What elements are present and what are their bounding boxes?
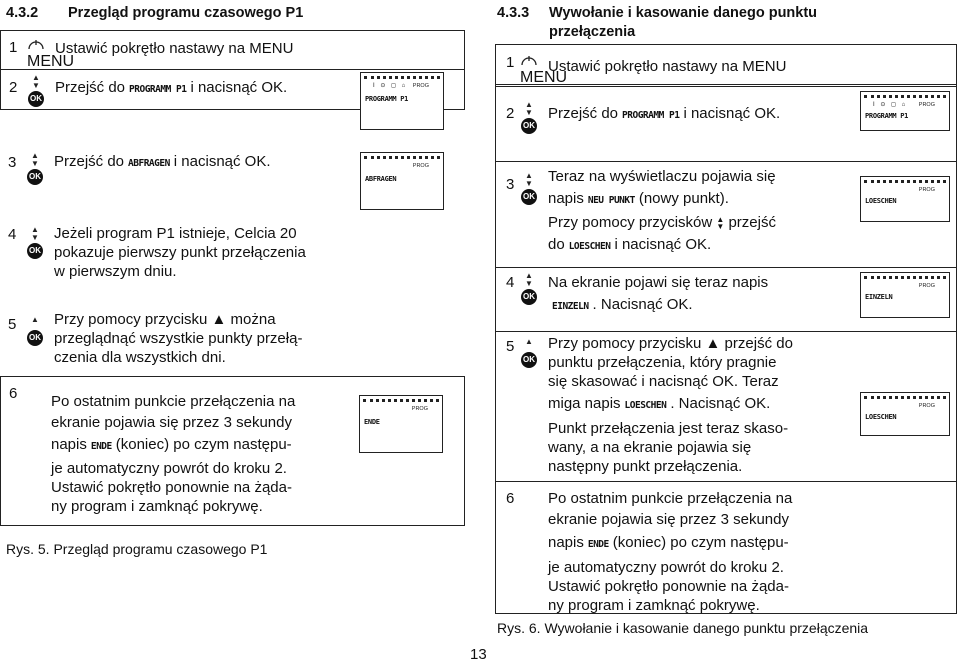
display-prog-label: PROG — [918, 187, 935, 193]
display-word: LOESCHEN — [865, 197, 897, 205]
step-text — [51, 391, 295, 516]
left-heading-title: Przegląd programu czasowego P1 — [68, 5, 304, 21]
step-number: 4 — [506, 274, 515, 291]
step-number: 3 — [8, 154, 17, 171]
display-tag: LOESCHEN — [624, 400, 667, 411]
up-down-arrows-icon: ▲ ▼ — [32, 73, 40, 90]
lcd-display-loeschen-blink — [860, 392, 950, 436]
step-number: 4 — [8, 226, 17, 243]
lcd-display-programm — [860, 91, 950, 131]
display-prog-label: PROG — [412, 83, 429, 89]
ok-button-icon: OK — [27, 243, 43, 259]
left-step-1 — [1, 31, 464, 69]
step-line: Przy pomocy przycisku ▲ można — [54, 311, 276, 328]
text-pre: do — [548, 236, 565, 253]
right-heading-title: przełączenia — [549, 24, 636, 40]
step-line: ekranie pojawia się przez 3 sekundy — [548, 511, 789, 528]
step-text — [548, 104, 780, 125]
ok-button-icon: OK — [521, 118, 537, 134]
up-ok-control — [26, 316, 44, 346]
ok-button-icon: OK — [27, 169, 43, 185]
step-number: 2 — [9, 79, 18, 96]
step-line: w pierwszym dniu. — [54, 263, 177, 280]
text-post: i nacisnąć OK. — [614, 236, 712, 253]
text-post: (koniec) po czym następu- — [115, 436, 292, 453]
display-prog-label: PROG — [412, 163, 429, 169]
text-post: i nacisnąć OK. — [683, 105, 781, 122]
text-pre: napis — [548, 190, 584, 207]
right-step-6 — [496, 481, 956, 613]
right-step-2 — [496, 86, 956, 138]
knob-label: MENU — [27, 53, 75, 70]
right-step-1 — [496, 45, 956, 85]
step-number: 5 — [8, 316, 17, 333]
up-down-arrows-icon: ▲ ▼ — [31, 225, 39, 242]
step-line: Ustawić pokrętło nastawy na MENU — [55, 40, 294, 57]
step-line: Punkt przełączenia jest teraz skaso- — [548, 420, 789, 437]
right-steps-box — [495, 44, 957, 614]
step-number: 1 — [9, 39, 18, 56]
step-line: Przy pomocy przycisku ▲ przejść do — [548, 335, 793, 352]
step-line: Po ostatnim punkcie przełączenia na — [51, 393, 296, 410]
up-ok-control — [520, 338, 538, 368]
step-number: 3 — [506, 176, 515, 193]
right-step-4 — [496, 267, 956, 327]
step-text — [548, 334, 793, 476]
display-tag: EINZELN — [552, 301, 589, 312]
text-post: (koniec) po czym następu- — [612, 534, 789, 551]
text-pre: napis — [548, 534, 584, 551]
page-number: 13 — [470, 646, 487, 663]
up-down-ok-control — [520, 101, 538, 134]
step-number: 1 — [506, 54, 515, 71]
text-pre: Przy pomocy przycisków — [548, 214, 713, 231]
ok-button-icon: OK — [521, 189, 537, 205]
text-pre: Przejść do — [54, 153, 125, 170]
display-tag: LOESCHEN — [568, 241, 611, 252]
text-pre: miga napis — [548, 395, 621, 412]
step-text — [54, 310, 302, 367]
step-line: Jeżeli program P1 istnieje, Celcia 20 — [54, 225, 297, 242]
knob-label: MENU — [520, 69, 568, 86]
display-word: PROGRAMM P1 — [365, 95, 409, 103]
step-line: następny punkt przełączenia. — [548, 458, 743, 475]
text-post: . Nacisnąć OK. — [592, 296, 693, 313]
display-tag: ABFRAGEN — [128, 158, 170, 169]
right-step-5 — [496, 331, 956, 481]
step-line: Ustawić pokrętło nastawy na MENU — [548, 58, 787, 75]
ok-button-icon: OK — [521, 352, 537, 368]
display-tag: PROGRAMM P1 — [622, 110, 680, 121]
step-line: czenia dla wszystkich dni. — [54, 349, 226, 366]
up-down-arrows-icon: ▲ ▼ — [525, 271, 533, 288]
display-prog-label: PROG — [918, 403, 935, 409]
step-line: ny program i zamknąć pokrywę. — [548, 597, 760, 614]
display-prog-label: PROG — [411, 406, 428, 412]
step-line: ekranie pojawia się przez 3 sekundy — [51, 414, 292, 431]
left-heading-number: 4.3.2 — [6, 5, 39, 21]
step-line: je automatyczny powrót do kroku 2. — [548, 559, 784, 576]
ok-button-icon: OK — [27, 330, 43, 346]
step-line: pokazuje pierwszy punkt przełączenia — [54, 244, 306, 261]
display-symbols: I ⊙ ◻ ⌂ — [373, 83, 408, 89]
ok-button-icon: OK — [521, 289, 537, 305]
up-down-arrows-icon: ▲ ▼ — [525, 171, 533, 188]
right-heading — [495, 0, 957, 44]
left-column — [0, 0, 465, 557]
display-word: EINZELN — [865, 293, 893, 301]
step-line: je automatyczny powrót do kroku 2. — [51, 460, 287, 477]
step-line: wany, a na ekranie pojawia się — [548, 439, 752, 456]
right-heading-number: 4.3.3 — [497, 5, 530, 21]
lcd-display-einzeln — [860, 272, 950, 318]
step-line: się skasować i nacisnąć OK. Teraz — [548, 373, 779, 390]
display-symbols: I ⊙ ◻ ⌂ — [873, 102, 908, 108]
left-step-5 — [0, 308, 465, 372]
up-down-arrows-icon: ▲ ▼ — [525, 100, 533, 117]
left-heading — [0, 0, 465, 30]
step-line: przeglądnąć wszystkie punkty przełą- — [54, 330, 303, 347]
text-post: . Nacisnąć OK. — [670, 395, 771, 412]
up-down-ok-control — [26, 226, 44, 259]
ok-button-icon: OK — [28, 91, 44, 107]
step-line: Na ekranie pojawi się teraz napis — [548, 274, 769, 291]
up-down-ok-control — [520, 172, 538, 205]
up-arrow-icon: ▲ — [31, 315, 39, 324]
display-word: ABFRAGEN — [365, 175, 397, 183]
display-word: ENDE — [364, 418, 380, 426]
display-word: PROGRAMM P1 — [865, 112, 909, 120]
step-text — [548, 488, 792, 615]
display-tag: PROGRAMM P1 — [129, 84, 187, 95]
right-step-3 — [496, 161, 956, 271]
lcd-display-programm — [360, 72, 444, 130]
right-column — [495, 0, 957, 636]
step-line: punktu przełączenia, który pragnie — [548, 354, 777, 371]
text-post: przejść — [728, 214, 776, 231]
step-number: 2 — [506, 105, 515, 122]
step-text — [548, 57, 786, 76]
display-tag: ENDE — [587, 539, 609, 550]
step-text — [548, 272, 768, 318]
step-text — [55, 39, 293, 58]
right-figure-caption: Rys. 6. Wywołanie i kasowanie danego punktu przełączenia — [497, 620, 869, 636]
lcd-display-loeschen — [860, 176, 950, 222]
step-text — [54, 152, 271, 173]
step-text — [54, 224, 306, 281]
display-tag: NEU PUNKT — [587, 195, 635, 206]
text-post: (nowy punkt). — [638, 190, 729, 207]
menu-knob-icon — [27, 37, 75, 71]
up-arrow-icon: ▲ — [525, 337, 533, 346]
step-line: Ustawić pokrętło ponownie na żąda- — [548, 578, 789, 595]
step-number: 6 — [506, 490, 515, 507]
step-line: Ustawić pokrętło ponownie na żąda- — [51, 479, 292, 496]
step-line: ny program i zamknąć pokrywę. — [51, 498, 263, 515]
lcd-display-abfragen — [360, 152, 444, 210]
step-number: 5 — [506, 338, 515, 355]
display-word: LOESCHEN — [865, 413, 897, 421]
step-text — [55, 78, 287, 99]
menu-knob-icon — [520, 53, 568, 87]
up-down-ok-control — [26, 152, 44, 185]
up-down-arrows-icon: ▲ ▼ — [31, 151, 39, 168]
lcd-display-ende — [359, 395, 443, 453]
step-line: Teraz na wyświetlaczu pojawia się — [548, 168, 776, 185]
text-post: i nacisnąć OK. — [190, 79, 288, 96]
step-text — [548, 166, 776, 258]
up-down-arrows-icon: ▲ ▼ — [716, 215, 725, 232]
display-tag: ENDE — [90, 441, 112, 452]
left-step-4 — [0, 222, 465, 292]
up-down-ok-control — [27, 74, 45, 107]
right-heading-title: Wywołanie i kasowanie danego punktu — [549, 5, 818, 21]
step-line: Po ostatnim punkcie przełączenia na — [548, 490, 793, 507]
up-down-ok-control — [520, 272, 538, 305]
text-pre: napis — [51, 436, 87, 453]
text-pre: Przejść do — [548, 105, 619, 122]
display-prog-label: PROG — [918, 102, 935, 108]
left-figure-caption: Rys. 5. Przegląd programu czasowego P1 — [6, 541, 268, 557]
step-number: 6 — [9, 385, 18, 402]
display-prog-label: PROG — [918, 283, 935, 289]
left-step-6-box — [0, 376, 465, 526]
text-pre: Przejść do — [55, 79, 126, 96]
text-post: i nacisnąć OK. — [173, 153, 271, 170]
